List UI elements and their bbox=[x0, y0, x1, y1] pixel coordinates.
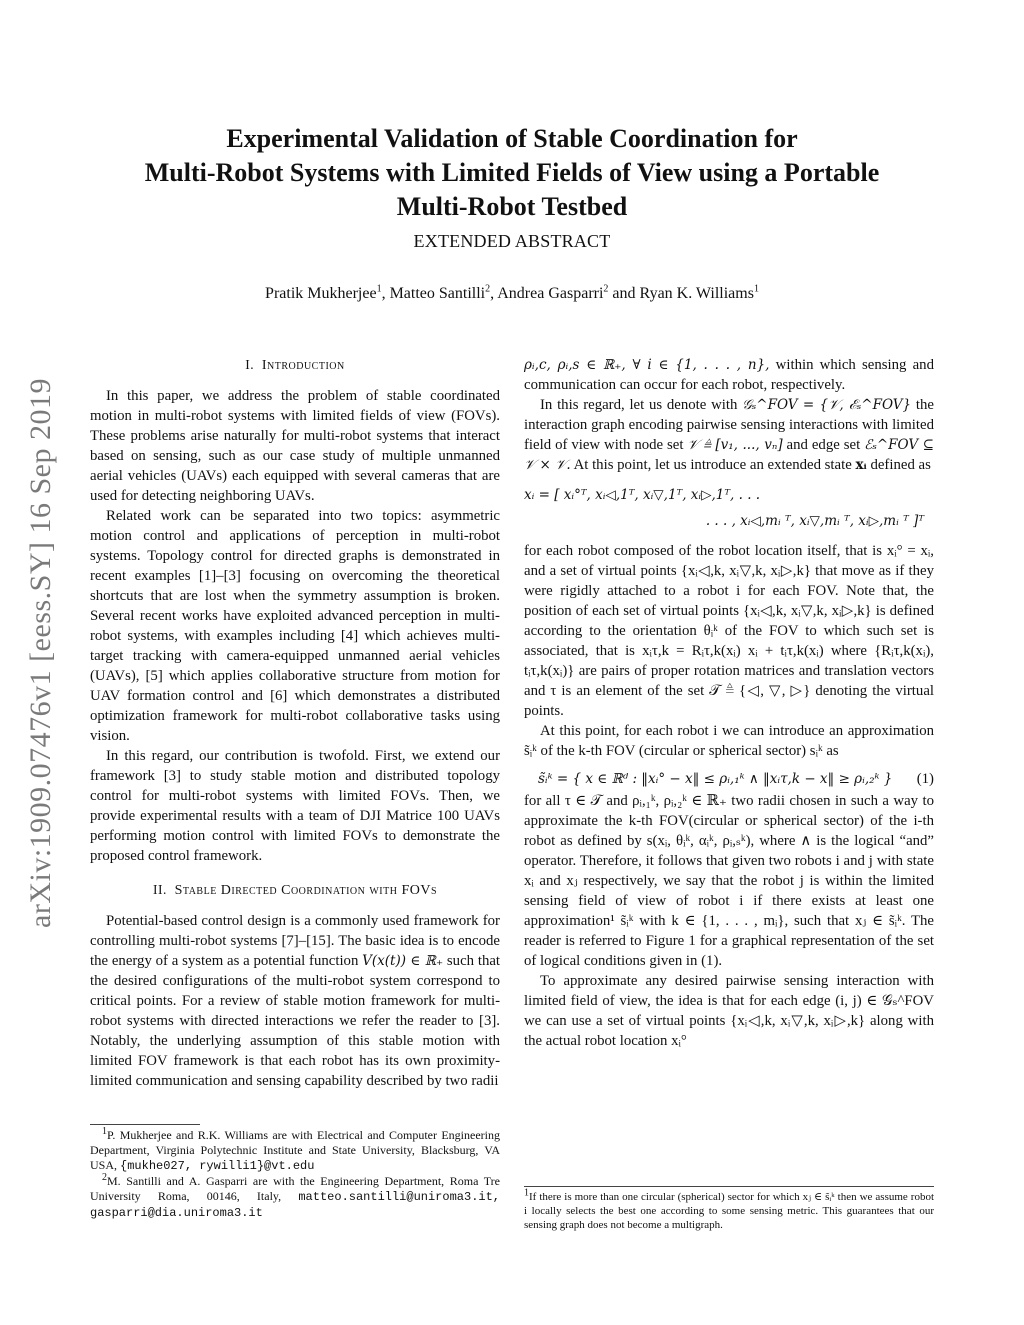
paper-title bbox=[100, 122, 924, 224]
footnotes-left bbox=[90, 1128, 500, 1221]
sensing-condition-paragraph: for all τ ∈ 𝒯 and ρᵢ,₁ᵏ, ρᵢ,₂ᵏ ∈ ℝ₊ two radii chosen in such a way to approximate the k-th FOV(circular or spherical sector) of the i-th robot as defined by s(xᵢ, θᵢᵏ, αᵢᵏ, ρᵢ,ₛᵏ), where ∧ is the logical “and” operator. Therefore, it follows that given two robots i and j with state xᵢ and xⱼ respectively, we say that the robot j is within the limited sensing field of view of robot i if there exists at least one approximation¹ s̃ᵢᵏ with k ∈ {1, . . . , mᵢ}, such that xⱼ ∈ s̃ᵢᵏ. The reader is referred to Figure 1 for a graphical representation of the set of logical conditions given in (1). bbox=[524, 793, 934, 969]
intro-paragraph-3: In this regard, our contribution is twofold. First, we extend our framework [3] to study stable motion and distributed topology control for multi-robot systems with limited FOVs. Then, we provide experimental results with a team of DJI Matrice 100 UAVs performing motion control with limited FOVs to demonstrate the proposed control framework. bbox=[90, 748, 500, 864]
author-3: Andrea Gasparri bbox=[497, 285, 604, 302]
extended-state-equation-line-2: . . . , xᵢ◁,mᵢ ᵀ, xᵢ▽,mᵢ ᵀ, xᵢ▷,mᵢ ᵀ ]ᵀ bbox=[705, 513, 924, 529]
potential-function-math: V(x(t)) ∈ ℝ₊ bbox=[362, 953, 444, 969]
footnote-multigraph: $^1$If there is more than one circular (spherical) sector for which xⱼ ∈ s̃ᵢᵏ then we assume robot i locally selects the best one according to some sensing metric. This guarantees that our sensing graph does not become a multigraph. bbox=[524, 1187, 934, 1231]
radii-paragraph: ρᵢ,c, ρᵢ,s ∈ ℝ₊, ∀ i ∈ {1, . . . , n}, within which sensing and communication can occur for each robot, respectively. bbox=[524, 357, 934, 393]
section2-paragraph-1: Potential-based control design is a commonly used framework for controlling multi-robot systems [7]–[15]. The basic idea is to encode the energy of a system as a potential function V(x(t)) ∈ ℝ₊ such that the desired configurations of the multi-robot system correspond to critical points. For a review of stable motion framework for multi-robot systems with directed interactions we refer the reader to [3]. Notably, the underlying assumption of this stable motion with limited FOV framework is that each robot has its own proximity-limited communication and sensing capability described by two radii bbox=[90, 913, 501, 1089]
arxiv-stamp-text[interactable]: arXiv:1909.07476v1 [eess.SY] 16 Sep 2019 bbox=[24, 377, 57, 928]
section-heading-stable-directed-coordination: II. Stable Directed Coordination with FOVs bbox=[152, 882, 438, 898]
footnote-affiliation-2: $^2$M. Santilli and A. Gasparri are with the Engineering Department, Roma Tre University Roma, 00146, Italy, matteo.santilli@uniroma3.it, gasparri@dia.uniroma3.it bbox=[90, 1172, 500, 1220]
footnote-rule-left bbox=[90, 1124, 200, 1125]
equation-1-number: (1) bbox=[916, 771, 934, 787]
intro-paragraph-2: Related work can be separated into two topics: asymmetric motion control and applications of perception in multi-robot systems. Topology control for directed graphs is demonstrated in recent examples [1]–[3] focusing on overcoming the theoretical shortcuts that are lost when the symmetry assumption is broken. Several recent works have exploited advanced perception in multi-robot systems, with examples including [4] which achieves multi-target tracking with camera-equipped unmanned aerial vehicles (UAVs), [5] which applies collaborative structure from motion for UAV formation control and [6] which demonstrates a distributed optimization framework for multi-robot collaborative tasks using vision. bbox=[90, 508, 500, 744]
graph-definition-paragraph: In this regard, let us denote with 𝒢ₛ^FOV = {𝒱, ℰₛ^FOV} the interaction graph encoding pairwise sensing interactions with limited field of view with node set 𝒱 ≜ [v₁, ..., vₙ] and edge set ℰₛ^FOV ⊆ 𝒱 × 𝒱. At this point, let us introduce an extended state xᵢ defined as bbox=[524, 397, 934, 473]
intro-paragraph-1: In this paper, we address the problem of stable coordinated motion in multi-robot systems with limited fields of view (FOVs). These problems arise naturally for multi-robot systems that interact based on sensing, such as our case study of multiple unmanned aerial vehicles (UAVs) each equipped with several cameras that are used for detecting neighboring UAVs. bbox=[90, 388, 500, 504]
author-line: Pratik Mukherjee$^1$, Matteo Santilli$^2$, Andrea Gasparri$^2$ and Ryan K. Williams$^1$ bbox=[265, 283, 759, 302]
title-line-2: Multi-Robot Systems with Limited Fields of View using a Portable bbox=[144, 158, 880, 187]
arxiv-stamp[interactable] bbox=[6, 345, 76, 960]
paper-subtitle: EXTENDED ABSTRACT bbox=[413, 231, 611, 251]
virtual-points-paragraph: for each robot composed of the robot location itself, that is xᵢ° = xᵢ, and a set of virtual points {xᵢ◁,k, xᵢ▽,k, xᵢ▷,k} that move as if they were rigidly attached to a robot i for each FOV. Note that, the position of each set of virtual points {xᵢ◁,k, xᵢ▽,k, xᵢ▷,k} is defined according to the orientation θᵢᵏ of the FOV to which such set is associated, that is xᵢτ,k = Rᵢτ,k(xᵢ) xᵢ + tᵢτ,k(xᵢ) where {Rᵢτ,k(xᵢ), tᵢτ,k(xᵢ)} are pairs of proper rotation matrices and translation vectors and τ is an element of the set 𝒯 ≜ {◁, ▽, ▷} denoting the virtual points. bbox=[524, 543, 934, 719]
title-line-3: Multi-Robot Testbed bbox=[396, 192, 628, 221]
email-link-gasparri[interactable]: gasparri@dia.uniroma3.it bbox=[90, 1206, 263, 1220]
equation-1 bbox=[524, 769, 934, 789]
title-line-1: Experimental Validation of Stable Coordination for bbox=[226, 124, 798, 153]
extended-state-equation-line-1: xᵢ = [ xᵢ°ᵀ, xᵢ◁,1ᵀ, xᵢ▽,1ᵀ, xᵢ▷,1ᵀ, . . . bbox=[524, 487, 761, 503]
fov-approximation-paragraph: At this point, for each robot i we can introduce an approximation s̃ᵢᵏ of the k-th FOV (circular or spherical sector) sᵢᵏ as bbox=[524, 723, 934, 759]
email-link-vt[interactable]: {mukhe027, rywilli1}@vt.edu bbox=[120, 1159, 315, 1173]
right-column bbox=[524, 355, 934, 1051]
left-column bbox=[90, 355, 500, 1091]
section-heading-introduction: I. Introduction bbox=[245, 357, 345, 373]
pairwise-interaction-paragraph: To approximate any desired pairwise sensing interaction with limited field of view, the idea is that for each edge (i, j) ∈ 𝒢ₛ^FOV we can use a set of virtual points {xᵢ◁,k, xᵢ▽,k, xᵢ▷,k} along with the actual robot location xᵢ° bbox=[524, 973, 934, 1049]
author-2: Matteo Santilli bbox=[389, 285, 486, 302]
email-link-santilli[interactable]: matteo.santilli@uniroma3.it, bbox=[298, 1190, 500, 1204]
footnote-affiliation-1: $^1$P. Mukherjee and R.K. Williams are with Electrical and Computer Engineering Department, Virginia Polytechnic Institute and State University, Blacksburg, VA USA, {mukhe027, rywilli1}@vt.edu bbox=[90, 1126, 500, 1173]
equation-1-body: s̃ᵢᵏ = { x ∈ ℝᵈ : ‖xᵢ° − x‖ ≤ ρᵢ,₁ᵏ ∧ ‖xᵢτ,k − x‖ ≥ ρᵢ,₂ᵏ } bbox=[538, 771, 893, 787]
author-4: Ryan K. Williams bbox=[639, 285, 754, 302]
author-1: Pratik Mukherjee bbox=[265, 285, 377, 302]
